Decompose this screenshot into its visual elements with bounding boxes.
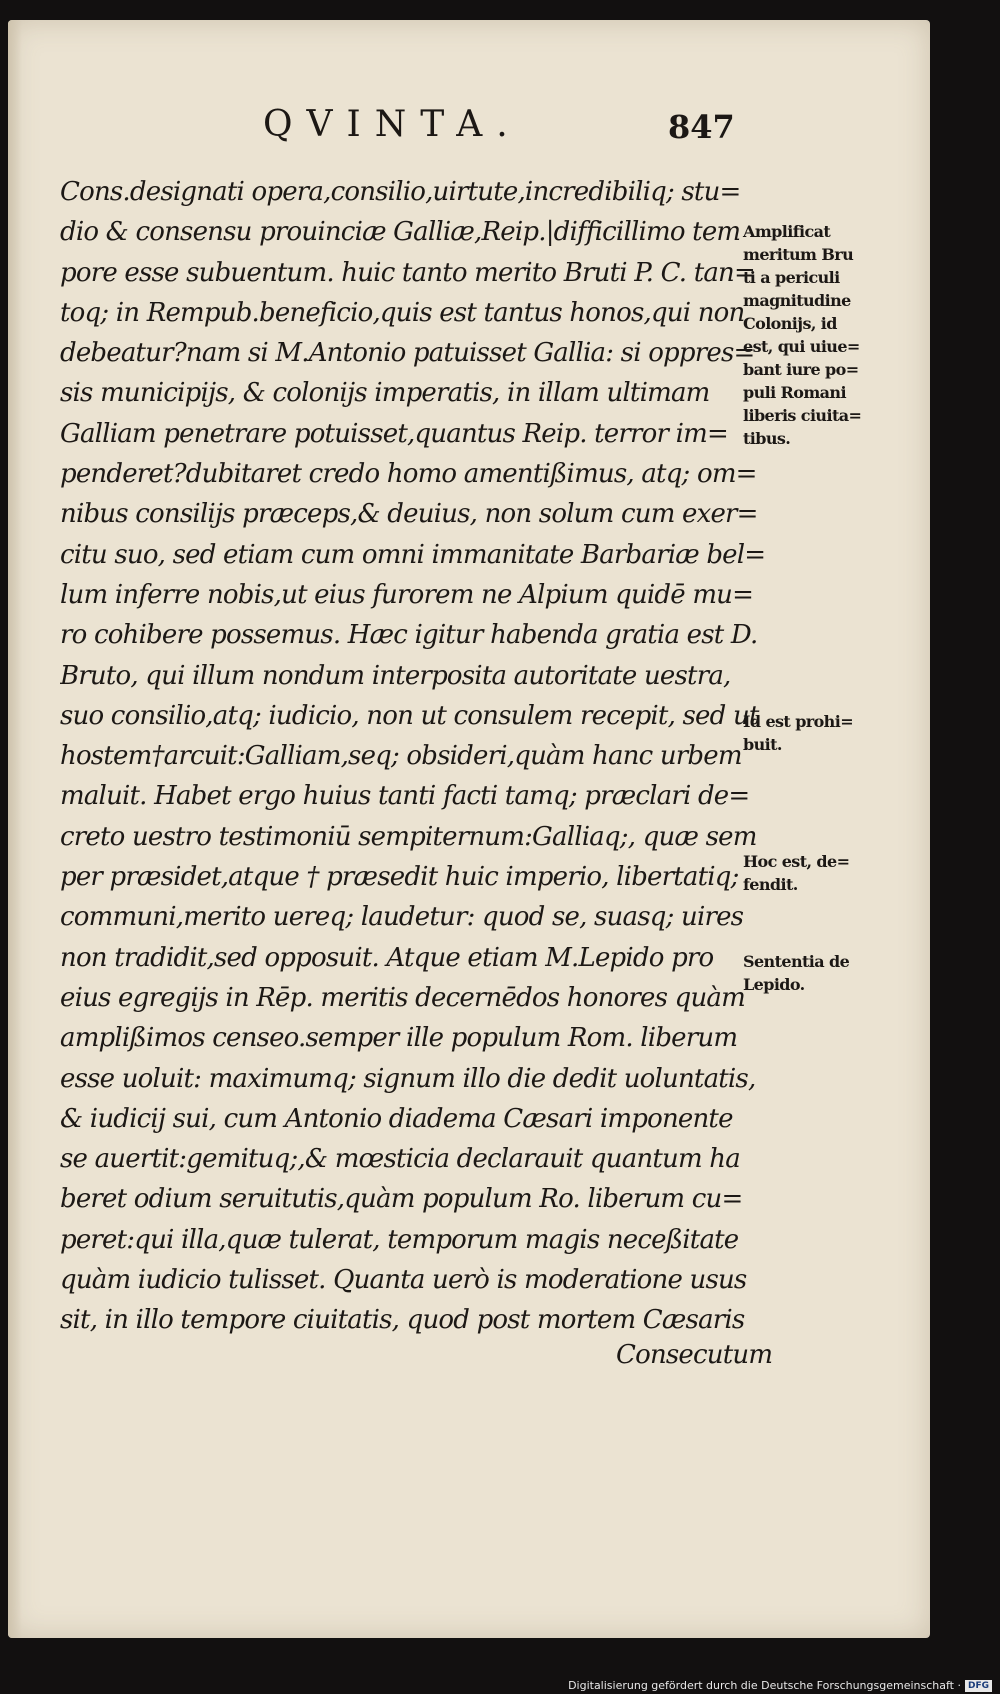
margin-note-line: Sententia de bbox=[743, 952, 850, 971]
text-line: ro cohibere possemus. Hæc igitur habenda gratia est D. bbox=[60, 620, 758, 651]
text-line: peret:qui illa,quæ tulerat, temporum magis neceßitate bbox=[60, 1224, 739, 1255]
text-line: lum inferre nobis,ut eius furorem ne Alpium quidē mu= bbox=[60, 579, 754, 610]
text-line: dio & consensu prouinciæ Galliæ,Reip.|difficillimo tem bbox=[60, 217, 741, 248]
text-line: eius egregijs in Rēp. meritis decernēdos honores quàm bbox=[60, 982, 745, 1013]
text-line: Bruto, qui illum nondum interposita autoritate uestra, bbox=[60, 660, 731, 691]
text-line: sis municipijs, & colonijs imperatis, in illam ultimam bbox=[60, 378, 710, 409]
margin-note-line: Id est prohi= bbox=[743, 712, 853, 731]
margin-note-lepido bbox=[743, 950, 893, 996]
text-line: pore esse subuentum. huic tanto merito Bruti P. C. tan= bbox=[60, 257, 755, 288]
text-line: communi,merito uereq; laudetur: quod se, suasq; uires bbox=[60, 902, 744, 933]
margin-note-line: buit. bbox=[743, 735, 782, 754]
text-line: quàm iudicio tulisset. Quanta uerò is moderatione usus bbox=[60, 1265, 747, 1296]
text-line: esse uoluit: maximumq; signum illo die dedit uoluntatis, bbox=[60, 1063, 756, 1094]
text-line: penderet?dubitaret credo homo amentißimus, atq; om= bbox=[60, 459, 757, 490]
credit-text: Digitalisierung gefördert durch die Deutsche Forschungsgemeinschaft · bbox=[568, 1679, 961, 1692]
margin-note-line: Colonijs, id bbox=[743, 314, 837, 333]
margin-note-line: liberis ciuita= bbox=[743, 406, 862, 425]
margin-note-amplificat bbox=[743, 220, 893, 450]
text-line: debeatur?nam si M.Antonio patuisset Gallia: si oppres= bbox=[60, 338, 755, 369]
margin-note-line: bant iure po= bbox=[743, 360, 859, 379]
text-line: nibus consilijs præceps,& deuius, non solum cum exer= bbox=[60, 499, 758, 530]
margin-note-line: ti a periculi bbox=[743, 268, 840, 287]
text-line: Galliam penetrare potuisset,quantus Reip. terror im= bbox=[60, 418, 728, 449]
book-page bbox=[8, 20, 930, 1638]
margin-note-line: magnitudine bbox=[743, 291, 851, 310]
margin-note-line: Hoc est, de= bbox=[743, 852, 850, 871]
margin-note-line: tibus. bbox=[743, 429, 791, 448]
text-line: & iudicij sui, cum Antonio diadema Cæsari imponente bbox=[60, 1103, 733, 1134]
text-line: se auertit:gemituq;,& mœsticia declarauit quantum ha bbox=[60, 1144, 740, 1175]
margin-note-line: Lepido. bbox=[743, 975, 805, 994]
margin-note-line: fendit. bbox=[743, 875, 798, 894]
margin-note-line: Amplificat bbox=[743, 222, 831, 241]
text-line: amplißimos censeo.semper ille populum Rom. liberum bbox=[60, 1023, 738, 1054]
margin-note-line: meritum Bru bbox=[743, 245, 854, 264]
text-line: sit, in illo tempore ciuitatis, quod post mortem Cæsaris bbox=[60, 1305, 745, 1336]
margin-note-prohibuit bbox=[743, 710, 893, 756]
text-line: hostem†arcuit:Galliam,seq; obsideri,quàm hanc urbem bbox=[60, 741, 742, 772]
text-line: maluit. Habet ergo huius tanti facti tamq; præclari de= bbox=[60, 781, 750, 812]
main-text-block bbox=[60, 172, 765, 1341]
page-gutter-shadow bbox=[8, 20, 22, 1638]
margin-note-line: puli Romani bbox=[743, 383, 846, 402]
page-number: 847 bbox=[668, 108, 735, 146]
digitization-credit bbox=[568, 1679, 992, 1692]
text-line: citu suo, sed etiam cum omni immanitate Barbariæ bel= bbox=[60, 539, 765, 570]
text-line: non tradidit,sed opposuit. Atque etiam M.Lepido pro bbox=[60, 942, 714, 973]
text-line: creto uestro testimoniū sempiternum:Galliaq;, quæ sem bbox=[60, 821, 757, 852]
text-line: beret odium seruitutis,quàm populum Ro. liberum cu= bbox=[60, 1184, 743, 1215]
running-title: QVINTA. bbox=[263, 104, 522, 145]
text-line: Cons.designati opera,consilio,uirtute,incredibiliq; stu= bbox=[60, 177, 741, 207]
catchword: Consecutum bbox=[616, 1340, 773, 1370]
dfg-logo: DFG bbox=[965, 1680, 992, 1692]
margin-note-line: est, qui uiue= bbox=[743, 337, 860, 356]
text-line: per præsidet,atque † præsedit huic imperio, libertatiq; bbox=[60, 862, 739, 893]
text-line: toq; in Rempub.beneficio,quis est tantus honos,qui non bbox=[60, 297, 745, 328]
text-line: suo consilio,atq; iudicio, non ut consulem recepit, sed ut bbox=[60, 700, 759, 731]
margin-note-defendit bbox=[743, 850, 893, 896]
